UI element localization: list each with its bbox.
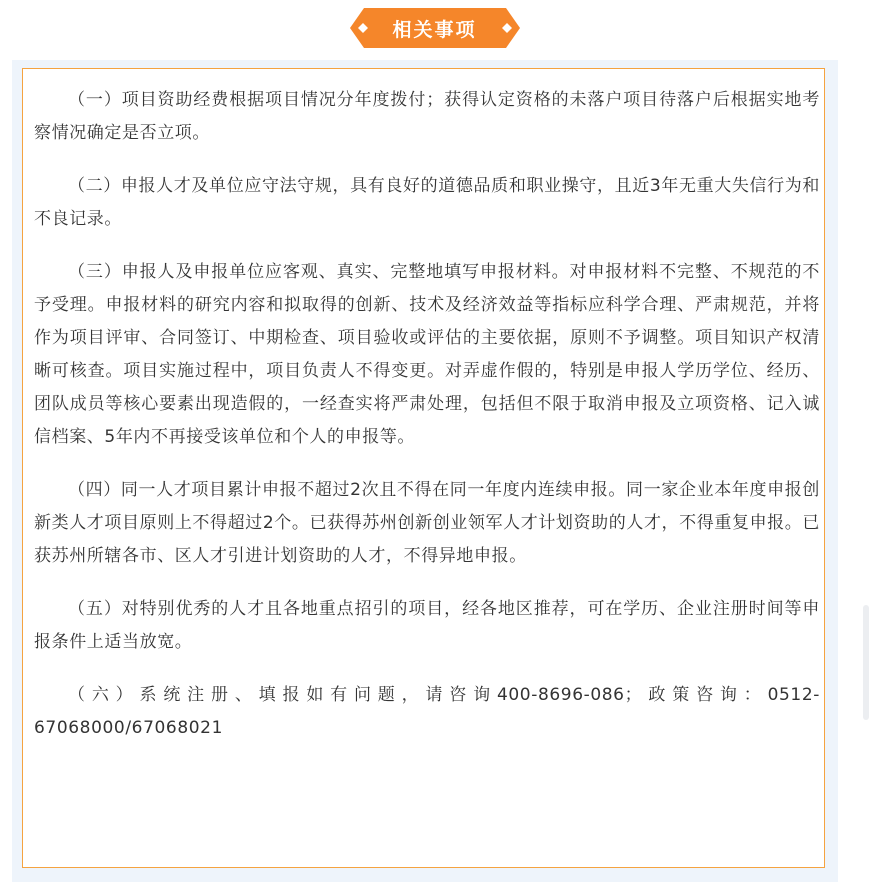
paragraph-item-3: （三）申报人及申报单位应客观、真实、完整地填写申报材料。对申报材料不完整、不规范的不予受理。申报材料的研究内容和拟取得的创新、技术及经济效益等指标应科学合理、严肃规范，并将作为项目评审、合同签订、中期检查、项目验收或评估的主要依据，原则不予调整。项目知识产权清晰可核查。项目实施过程中，项目负责人不得变更。对弄虚作假的，特别是申报人学历学位、经历、团队成员等核心要素出现造假的，一经查实将严肃处理，包括但不限于取消申报及立项资格、记入诚信档案、5年内不再接受该单位和个人的申报等。 [34,262,820,447]
section-header [0,6,869,50]
paragraph-item-6: （六）系统注册、填报如有问题，请咨询400-8696-086；政策咨询：0512-67068000/67068021 [34,685,820,738]
section-title: 相关事项 [392,18,477,41]
scrollbar-thumb[interactable] [863,605,869,720]
paragraph-item-5: （五）对特别优秀的人才且各地重点招引的项目，经各地区推荐，可在学历、企业注册时间等申报条件上适当放宽。 [34,599,820,652]
related-matters-content [34,84,820,765]
section-title-badge [350,8,520,48]
paragraph-item-4: （四）同一人才项目累计申报不超过2次且不得在同一年度内连续申报。同一家企业本年度申报创新类人才项目原则上不得超过2个。已获得苏州创新创业领军人才计划资助的人才，不得重复申报。已获苏州所辖各市、区人才引进计划资助的人才，不得异地申报。 [34,480,820,566]
paragraph-item-2: （二）申报人才及单位应守法守规，具有良好的道德品质和职业操守，且近3年无重大失信行为和不良记录。 [34,176,820,229]
paragraph-item-1: （一）项目资助经费根据项目情况分年度拨付；获得认定资格的未落户项目待落户后根据实地考察情况确定是否立项。 [34,90,820,143]
